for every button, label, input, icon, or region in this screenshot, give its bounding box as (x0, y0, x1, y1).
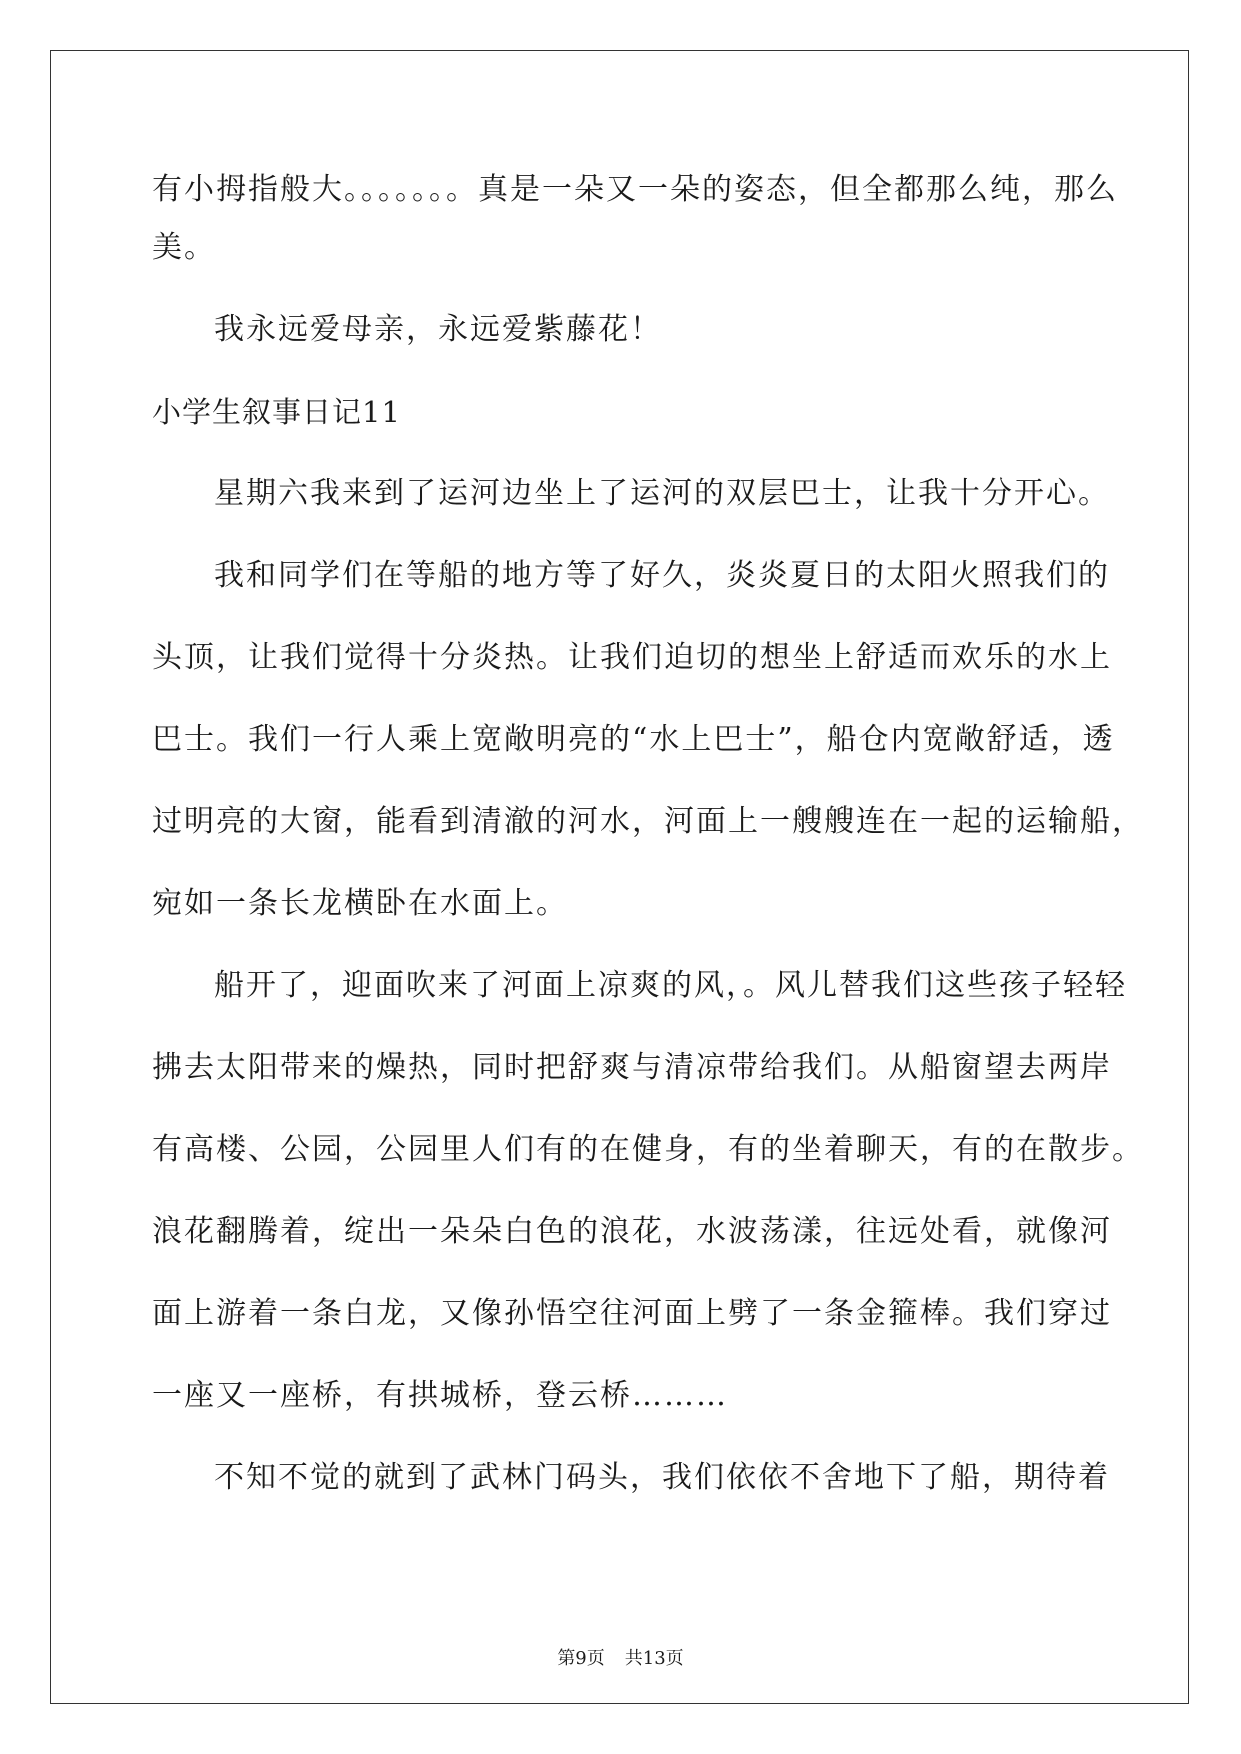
paragraph-line: 巴士。我们一行人乘上宽敞明亮的“水上巴士”，船仓内宽敞舒适，透 (152, 722, 1115, 757)
paragraph-line: 我永远爱母亲，永远爱紫藤花！ (214, 312, 662, 347)
paragraph-line: 有高楼、公园，公园里人们有的在健身，有的坐着聊天，有的在散步。 (152, 1132, 1144, 1167)
paragraph-line: 我和同学们在等船的地方等了好久，炎炎夏日的太阳火照我们的 (214, 558, 1110, 593)
paragraph-line: 浪花翻腾着，绽出一朵朵白色的浪花，水波荡漾，往远处看，就像河 (152, 1214, 1112, 1249)
paragraph-line: 头顶，让我们觉得十分炎热。让我们迫切的想坐上舒适而欢乐的水上 (152, 640, 1112, 675)
paragraph-line: 一座又一座桥，有拱城桥，登云桥……… (152, 1378, 728, 1413)
paragraph-line: 有小拇指般大。。。。。。。真是一朵又一朵的姿态，但全都那么纯，那么 (152, 172, 1118, 207)
paragraph-line: 宛如一条长龙横卧在水面上。 (152, 886, 568, 921)
paragraph-line: 拂去太阳带来的燥热，同时把舒爽与清凉带给我们。从船窗望去两岸 (152, 1050, 1112, 1085)
paragraph-line: 星期六我来到了运河边坐上了运河的双层巴士，让我十分开心。 (214, 476, 1110, 511)
page-total: 共13页 (624, 1648, 684, 1669)
page-border (50, 50, 1189, 1704)
paragraph-line: 美。 (152, 230, 216, 265)
paragraph-line: 不知不觉的就到了武林门码头，我们依依不舍地下了船，期待着 (214, 1460, 1110, 1495)
page-number: 第9页 (557, 1648, 605, 1669)
page-footer (0, 1648, 1241, 1670)
section-heading: 小学生叙事日记11 (152, 395, 401, 429)
paragraph-line: 船开了，迎面吹来了河面上凉爽的风，。风儿替我们这些孩子轻轻 (214, 968, 1127, 1003)
paragraph-line: 过明亮的大窗，能看到清澈的河水，河面上一艘艘连在一起的运输船， (152, 804, 1144, 839)
paragraph-line: 面上游着一条白龙，又像孙悟空往河面上劈了一条金箍棒。我们穿过 (152, 1296, 1112, 1331)
